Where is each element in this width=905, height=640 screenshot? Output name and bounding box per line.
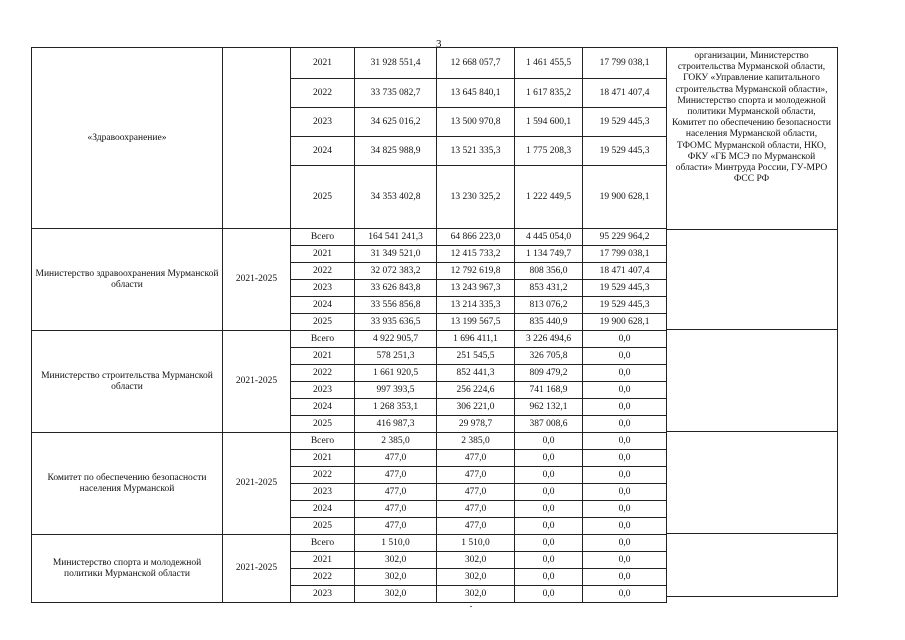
value-cell: 0,0 bbox=[583, 501, 667, 518]
value-cell: 0,0 bbox=[583, 382, 667, 399]
table-row bbox=[32, 331, 667, 348]
value-cell: 1 696 411,1 bbox=[437, 331, 515, 348]
value-cell: 19 529 445,3 bbox=[583, 108, 667, 137]
value-cell: 0,0 bbox=[583, 484, 667, 501]
year-cell: 2021 bbox=[291, 348, 355, 365]
year-cell: 2022 bbox=[291, 365, 355, 382]
value-cell: 0,0 bbox=[583, 467, 667, 484]
executor-name-cell: Комитет по обеспечению безопасности населения Мурманской bbox=[32, 433, 223, 535]
value-cell: 477,0 bbox=[437, 467, 515, 484]
year-cell: 2024 bbox=[291, 297, 355, 314]
period-cell: 2021-2025 bbox=[223, 433, 291, 535]
value-cell: 1 661 920,5 bbox=[355, 365, 437, 382]
year-cell: Всего bbox=[291, 535, 355, 552]
value-cell: 33 735 082,7 bbox=[355, 79, 437, 108]
value-cell: 0,0 bbox=[583, 433, 667, 450]
year-cell: 2023 bbox=[291, 586, 355, 603]
executor-name-cell: Министерство спорта и молодежной политики Мурманской области bbox=[32, 535, 223, 603]
executor-name-cell: «Здравоохранение» bbox=[32, 48, 223, 229]
value-cell: 0,0 bbox=[583, 331, 667, 348]
value-cell: 0,0 bbox=[515, 518, 583, 535]
value-cell: 808 356,0 bbox=[515, 263, 583, 280]
value-cell: 477,0 bbox=[355, 518, 437, 535]
value-cell: 997 393,5 bbox=[355, 382, 437, 399]
value-cell: 1 510,0 bbox=[355, 535, 437, 552]
value-cell: 477,0 bbox=[355, 501, 437, 518]
value-cell: 809 479,2 bbox=[515, 365, 583, 382]
table-row bbox=[32, 48, 667, 79]
value-cell: 13 500 970,8 bbox=[437, 108, 515, 137]
year-cell: 2022 bbox=[291, 467, 355, 484]
value-cell: 1 510,0 bbox=[437, 535, 515, 552]
value-cell: 302,0 bbox=[437, 569, 515, 586]
value-cell: 64 866 223,0 bbox=[437, 229, 515, 246]
period-cell bbox=[223, 48, 291, 229]
year-cell: 2023 bbox=[291, 108, 355, 137]
value-cell: 34 353 402,8 bbox=[355, 166, 437, 229]
row-divider bbox=[666, 533, 837, 534]
value-cell: 12 668 057,7 bbox=[437, 48, 515, 79]
table-row bbox=[32, 433, 667, 450]
year-cell: 2022 bbox=[291, 79, 355, 108]
value-cell: 0,0 bbox=[583, 348, 667, 365]
value-cell: 0,0 bbox=[583, 586, 667, 603]
value-cell: 477,0 bbox=[355, 484, 437, 501]
page-number: 3 bbox=[436, 38, 442, 50]
value-cell: 302,0 bbox=[437, 586, 515, 603]
value-cell: 18 471 407,4 bbox=[583, 79, 667, 108]
value-cell: 33 556 856,8 bbox=[355, 297, 437, 314]
executor-name-cell: Министерство здравоохранения Мурманской области bbox=[32, 229, 223, 331]
responsible-executors-note: организации, Министерство строительства Мурманской области, ГОКУ «Управление капитального строительства Мурманской области», Министерство спорта и молодежной политики Мурманской области, Комитет по обеспечению безопасности населения Мурманской области, ТФОМС Мурманской области, НКО, ФКУ «ГБ МСЭ по Мурманской области» Минтруда России, ГУ-МРО ФСС РФ bbox=[672, 51, 831, 185]
value-cell: 0,0 bbox=[583, 552, 667, 569]
value-cell: 1 617 835,2 bbox=[515, 79, 583, 108]
row-divider bbox=[666, 431, 837, 432]
value-cell: 3 226 494,6 bbox=[515, 331, 583, 348]
executor-name-cell: Министерство строительства Мурманской области bbox=[32, 331, 223, 433]
value-cell: 34 625 016,2 bbox=[355, 108, 437, 137]
value-cell: 19 900 628,1 bbox=[583, 314, 667, 331]
value-cell: 0,0 bbox=[515, 467, 583, 484]
value-cell: 4 445 054,0 bbox=[515, 229, 583, 246]
responsible-executors-column bbox=[666, 47, 838, 597]
value-cell: 0,0 bbox=[583, 569, 667, 586]
year-cell: 2021 bbox=[291, 48, 355, 79]
year-cell: 2023 bbox=[291, 280, 355, 297]
value-cell: 962 132,1 bbox=[515, 399, 583, 416]
value-cell: 34 825 988,9 bbox=[355, 137, 437, 166]
table-row bbox=[32, 229, 667, 246]
value-cell: 18 471 407,4 bbox=[583, 263, 667, 280]
year-cell: 2023 bbox=[291, 382, 355, 399]
row-divider bbox=[666, 329, 837, 330]
value-cell: 17 799 038,1 bbox=[583, 246, 667, 263]
value-cell: 29 978,7 bbox=[437, 416, 515, 433]
table-row bbox=[32, 535, 667, 552]
year-cell: 2021 bbox=[291, 246, 355, 263]
value-cell: 32 072 383,2 bbox=[355, 263, 437, 280]
year-cell: Всего bbox=[291, 331, 355, 348]
value-cell: 1 594 600,1 bbox=[515, 108, 583, 137]
value-cell: 0,0 bbox=[515, 484, 583, 501]
value-cell: 13 199 567,5 bbox=[437, 314, 515, 331]
value-cell: 0,0 bbox=[583, 518, 667, 535]
period-cell: 2021-2025 bbox=[223, 331, 291, 433]
value-cell: 251 545,5 bbox=[437, 348, 515, 365]
value-cell: 19 529 445,3 bbox=[583, 297, 667, 314]
value-cell: 306 221,0 bbox=[437, 399, 515, 416]
year-cell: 2022 bbox=[291, 569, 355, 586]
value-cell: 0,0 bbox=[515, 552, 583, 569]
value-cell: 852 441,3 bbox=[437, 365, 515, 382]
value-cell: 477,0 bbox=[437, 501, 515, 518]
period-cell: 2021-2025 bbox=[223, 229, 291, 331]
value-cell: 387 008,6 bbox=[515, 416, 583, 433]
value-cell: 33 935 636,5 bbox=[355, 314, 437, 331]
year-cell: 2025 bbox=[291, 416, 355, 433]
value-cell: 2 385,0 bbox=[355, 433, 437, 450]
value-cell: 13 214 335,3 bbox=[437, 297, 515, 314]
value-cell: 302,0 bbox=[355, 586, 437, 603]
value-cell: 33 626 843,8 bbox=[355, 280, 437, 297]
value-cell: 0,0 bbox=[583, 450, 667, 467]
value-cell: 0,0 bbox=[583, 399, 667, 416]
value-cell: 31 928 551,4 bbox=[355, 48, 437, 79]
value-cell: 256 224,6 bbox=[437, 382, 515, 399]
value-cell: 13 243 967,3 bbox=[437, 280, 515, 297]
value-cell: 0,0 bbox=[515, 535, 583, 552]
value-cell: 12 415 733,2 bbox=[437, 246, 515, 263]
value-cell: 853 431,2 bbox=[515, 280, 583, 297]
year-cell: 2021 bbox=[291, 552, 355, 569]
budget-table bbox=[31, 47, 667, 603]
year-cell: 2025 bbox=[291, 518, 355, 535]
value-cell: 0,0 bbox=[515, 569, 583, 586]
row-divider bbox=[666, 229, 837, 230]
value-cell: 741 168,9 bbox=[515, 382, 583, 399]
value-cell: 835 440,9 bbox=[515, 314, 583, 331]
value-cell: 13 645 840,1 bbox=[437, 79, 515, 108]
period-cell: 2021-2025 bbox=[223, 535, 291, 603]
value-cell: 0,0 bbox=[583, 365, 667, 382]
value-cell: 12 792 619,8 bbox=[437, 263, 515, 280]
value-cell: 0,0 bbox=[515, 450, 583, 467]
value-cell: 19 900 628,1 bbox=[583, 166, 667, 229]
value-cell: 95 229 964,2 bbox=[583, 229, 667, 246]
value-cell: 0,0 bbox=[515, 501, 583, 518]
value-cell: 1 775 208,3 bbox=[515, 137, 583, 166]
value-cell: 1 461 455,5 bbox=[515, 48, 583, 79]
value-cell: 477,0 bbox=[437, 484, 515, 501]
value-cell: 17 799 038,1 bbox=[583, 48, 667, 79]
value-cell: 4 922 905,7 bbox=[355, 331, 437, 348]
value-cell: 1 134 749,7 bbox=[515, 246, 583, 263]
year-cell: Всего bbox=[291, 433, 355, 450]
value-cell: 326 705,8 bbox=[515, 348, 583, 365]
value-cell: 19 529 445,3 bbox=[583, 280, 667, 297]
value-cell: 302,0 bbox=[355, 569, 437, 586]
value-cell: 31 349 521,0 bbox=[355, 246, 437, 263]
year-cell: 2024 bbox=[291, 399, 355, 416]
year-cell: Всего bbox=[291, 229, 355, 246]
value-cell: 164 541 241,3 bbox=[355, 229, 437, 246]
value-cell: 813 076,2 bbox=[515, 297, 583, 314]
value-cell: 578 251,3 bbox=[355, 348, 437, 365]
year-cell: 2024 bbox=[291, 137, 355, 166]
value-cell: 477,0 bbox=[355, 467, 437, 484]
value-cell: 416 987,3 bbox=[355, 416, 437, 433]
scan-speck bbox=[470, 606, 472, 607]
year-cell: 2024 bbox=[291, 501, 355, 518]
value-cell: 19 529 445,3 bbox=[583, 137, 667, 166]
value-cell: 477,0 bbox=[437, 518, 515, 535]
value-cell: 1 268 353,1 bbox=[355, 399, 437, 416]
value-cell: 477,0 bbox=[437, 450, 515, 467]
value-cell: 302,0 bbox=[355, 552, 437, 569]
value-cell: 0,0 bbox=[583, 535, 667, 552]
value-cell: 13 230 325,2 bbox=[437, 166, 515, 229]
value-cell: 13 521 335,3 bbox=[437, 137, 515, 166]
value-cell: 1 222 449,5 bbox=[515, 166, 583, 229]
year-cell: 2021 bbox=[291, 450, 355, 467]
value-cell: 302,0 bbox=[437, 552, 515, 569]
value-cell: 2 385,0 bbox=[437, 433, 515, 450]
year-cell: 2025 bbox=[291, 166, 355, 229]
value-cell: 0,0 bbox=[583, 416, 667, 433]
year-cell: 2025 bbox=[291, 314, 355, 331]
year-cell: 2022 bbox=[291, 263, 355, 280]
value-cell: 0,0 bbox=[515, 586, 583, 603]
value-cell: 477,0 bbox=[355, 450, 437, 467]
value-cell: 0,0 bbox=[515, 433, 583, 450]
year-cell: 2023 bbox=[291, 484, 355, 501]
